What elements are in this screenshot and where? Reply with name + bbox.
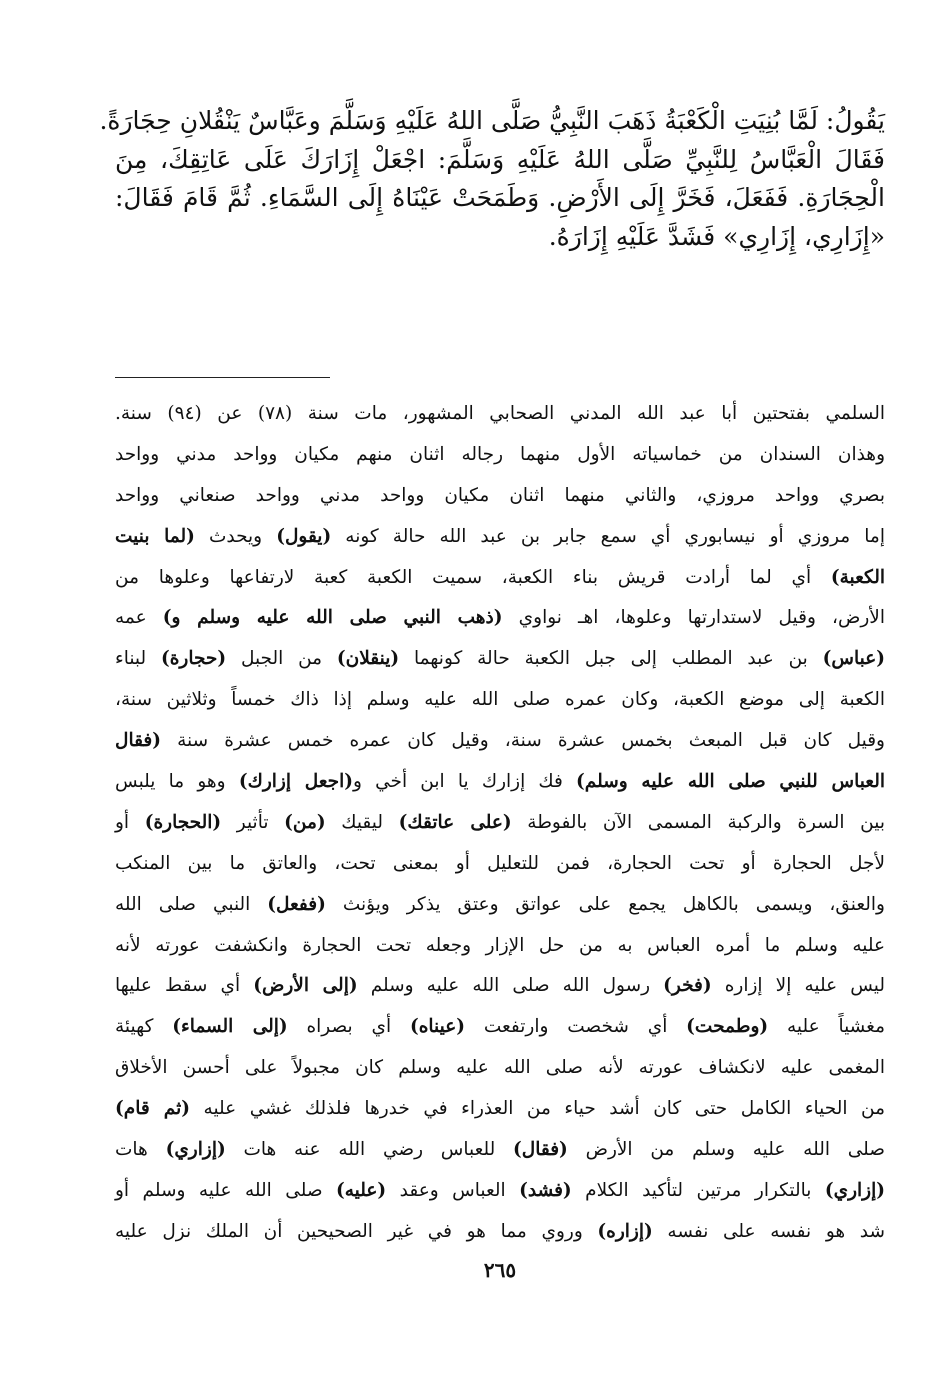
commentary-text: مغشياً عليه — [768, 1016, 885, 1038]
page-number: ٢٦٥ — [483, 1258, 517, 1282]
quoted-hadith-phrase: (فقال — [115, 730, 162, 752]
commentary-line — [115, 848, 885, 889]
commentary-text: والعنق، ويسمى بالكاهل يجمع على عواتق وعتق يذكر ويؤنث — [325, 893, 885, 915]
quoted-hadith-phrase: (فقال) — [513, 1139, 568, 1161]
footnote-separator — [115, 377, 330, 378]
hadith-line: «إِزَارِي، إِزَارِي» فَشَدَّ عَلَيْهِ إِزَارَهُ. — [548, 221, 885, 251]
quoted-hadith-phrase: (يقول) — [276, 525, 332, 547]
quoted-hadith-phrase: العباس للنبي صلى الله عليه وسلم) — [576, 771, 886, 793]
quoted-hadith-phrase: (لما بنيت — [115, 525, 195, 547]
commentary-text: الأرض، وقيل لاستدارتها وعلوها، اهـ نواوي — [502, 607, 885, 629]
quoted-hadith-phrase: الكعبة) — [830, 566, 885, 588]
commentary-text: كهيئة — [115, 1016, 173, 1038]
commentary-text: عمه — [115, 607, 163, 629]
commentary-text: بصري وواحد مروزي، والثاني منهما اثنان مكيان وواحد مدني وواحد صنعاني وواحد — [115, 484, 885, 506]
commentary-text: الكعبة إلى موضع الكعبة، وكان عمره صلى الله عليه وسلم إذا ذاك خمساً وثلاثين سنة، — [115, 689, 885, 711]
quoted-hadith-phrase: (عليه) — [336, 1179, 387, 1201]
commentary-line — [115, 930, 885, 971]
commentary-text: أي بصراه — [287, 1016, 410, 1038]
commentary-text: ليس عليه إلا إزاره — [711, 975, 886, 997]
quoted-hadith-phrase: (وطمحت) — [686, 1016, 769, 1038]
hadith-line: الْحِجَارَةِ. فَفَعَلَ، فَخَرَّ إِلَى الأَرْضِ. وَطَمَحَتْ عَيْنَاهُ إِلَى السَّمَاءِ. ثُمَّ قَامَ فَقَالَ: — [115, 183, 885, 212]
hadith-text — [99, 102, 885, 256]
commentary-text: هات — [115, 1139, 166, 1161]
commentary-text: من الجبل — [226, 648, 337, 670]
commentary-text: ليقيك — [325, 811, 399, 833]
quoted-hadith-phrase: (اجعل إزارك) — [238, 771, 353, 793]
commentary-text: بن عبد المطلب إلى جبل الكعبة حالة كونهما — [399, 648, 823, 670]
commentary-text: للعباس رضي الله عنه هات — [225, 1139, 514, 1161]
hadith-line: يَقُولُ: لَمَّا بُنِيَتِ الْكَعْبَةُ ذَهَبَ النَّبِيُّ صَلَّى اللهُ عَلَيْهِ وَسَلَّمَ وعَبَّاسٌ يَنْقُلانِ حِجَارَةً. — [99, 106, 885, 135]
commentary-line — [115, 602, 885, 643]
commentary-line — [115, 725, 885, 766]
commentary-line — [115, 1134, 885, 1175]
commentary-text: المغمى عليه لانكشاف عورته لأنه صلى الله عليه وسلم كان مجبولاً على أحسن الأخلاق — [115, 1057, 885, 1079]
commentary-text: شد هو نفسه على نفسه — [652, 1220, 885, 1242]
commentary-text: وروي مما هو في غير الصحيحين أن الملك نزل عليه — [115, 1220, 598, 1242]
quoted-hadith-phrase: (فشد) — [519, 1179, 572, 1201]
commentary-line — [115, 1175, 885, 1216]
commentary-text: إما مروزي أو نيسابوري أي سمع جابر بن عبد الله حالة كونه — [331, 525, 885, 547]
commentary-line — [115, 562, 885, 603]
commentary-text: النبي صلى الله — [115, 893, 268, 915]
commentary-line — [115, 970, 885, 1011]
commentary-line — [115, 889, 885, 930]
commentary-footnotes — [115, 398, 885, 1257]
commentary-line — [115, 1052, 885, 1093]
quoted-hadith-phrase: (إلى الأرض) — [253, 975, 358, 997]
commentary-text: رسول الله صلى الله عليه وسلم — [357, 975, 664, 997]
commentary-text: بالتكرار مرتين لتأكيد الكلام — [571, 1179, 825, 1201]
commentary-text: عليه وسلم ما أمره العباس به من حل الإزار وجعله تحت الحجارة وانكشفت عورته لأنه — [115, 934, 885, 956]
commentary-line — [115, 1216, 885, 1257]
quoted-hadith-phrase: (فخر) — [663, 975, 712, 997]
commentary-text: من الحياء الكامل حتى كان أشد حياء من العذراء في خدرها فلذلك غشي عليه — [190, 1098, 886, 1120]
commentary-text: أي شخصت وارتفعت — [465, 1016, 687, 1038]
commentary-text: صلى الله عليه وسلم من الأرض — [567, 1139, 885, 1161]
commentary-line — [115, 1093, 885, 1134]
quoted-hadith-phrase: (ذهب النبي صلى الله عليه وسلم و) — [162, 607, 503, 629]
commentary-text: أي سقط عليها — [115, 975, 254, 997]
commentary-line — [115, 1011, 885, 1052]
quoted-hadith-phrase: (عيناه) — [409, 1016, 466, 1038]
commentary-text: تأثير — [221, 811, 285, 833]
quoted-hadith-phrase: (ففعل) — [267, 893, 326, 915]
commentary-text: أو — [115, 811, 145, 833]
quoted-hadith-phrase: (إزاري) — [824, 1179, 886, 1201]
commentary-line — [115, 398, 885, 439]
quoted-hadith-phrase: (إزاري) — [165, 1139, 226, 1161]
commentary-text: العباس وعقد — [386, 1179, 520, 1201]
commentary-line — [115, 439, 885, 480]
commentary-text: وقيل كان قبل المبعث بخمس عشرة سنة، وقيل كان عمره خمس عشرة سنة — [161, 730, 885, 752]
quoted-hadith-phrase: (إلى السماء) — [172, 1016, 288, 1038]
quoted-hadith-phrase: (إزاره) — [597, 1220, 653, 1242]
quoted-hadith-phrase: (من) — [284, 811, 326, 833]
commentary-line — [115, 643, 885, 684]
commentary-line — [115, 807, 885, 848]
quoted-hadith-phrase: (عباس) — [822, 648, 885, 670]
commentary-text: وهو ما يلبس — [115, 771, 239, 793]
commentary-text: لأجل الحجارة أو تحت الحجارة، فمن للتعليل أو بمعنى تحت، والعاتق ما بين المنكب — [115, 852, 885, 874]
commentary-text: ويحدث — [194, 525, 277, 547]
commentary-text: السلمي بفتحتين أبا عبد الله المدني الصحابي المشهور، مات سنة (٧٨) عن (٩٤) سنة. — [115, 403, 886, 424]
hadith-line: فَقَالَ الْعَبَّاسُ لِلنَّبِيِّ صَلَّى اللهُ عَلَيْهِ وَسَلَّمَ: اجْعَلْ إِزَارَكَ عَلَى عَاتِقِكَ، مِنَ — [115, 144, 885, 174]
commentary-text: لبناء — [115, 648, 161, 670]
commentary-text: بين السرة والركبة المسمى الآن بالفوطة — [511, 811, 885, 833]
commentary-text: صلى الله عليه وسلم أو — [115, 1179, 336, 1201]
quoted-hadith-phrase: (الحجارة) — [144, 811, 222, 833]
commentary-text: فك إزارك يا ابن أخي و — [352, 771, 577, 793]
quoted-hadith-phrase: (على عاتقك) — [398, 811, 512, 833]
quoted-hadith-phrase: (ينقلان) — [336, 648, 400, 670]
quoted-hadith-phrase: (ثم قام) — [115, 1098, 191, 1120]
commentary-line — [115, 521, 885, 562]
commentary-text: أي لما أرادت قريش بناء الكعبة، سميت الكعبة كعبة لارتفاعها وعلوها من — [115, 566, 831, 588]
commentary-line — [115, 766, 885, 807]
commentary-text: وهذان السندان من خماسياته الأول منهما رجاله اثنان منهم مكيان وواحد مدني وواحد — [115, 443, 885, 465]
commentary-line — [115, 480, 885, 521]
commentary-line — [115, 684, 885, 725]
quoted-hadith-phrase: (حجارة) — [160, 648, 227, 670]
